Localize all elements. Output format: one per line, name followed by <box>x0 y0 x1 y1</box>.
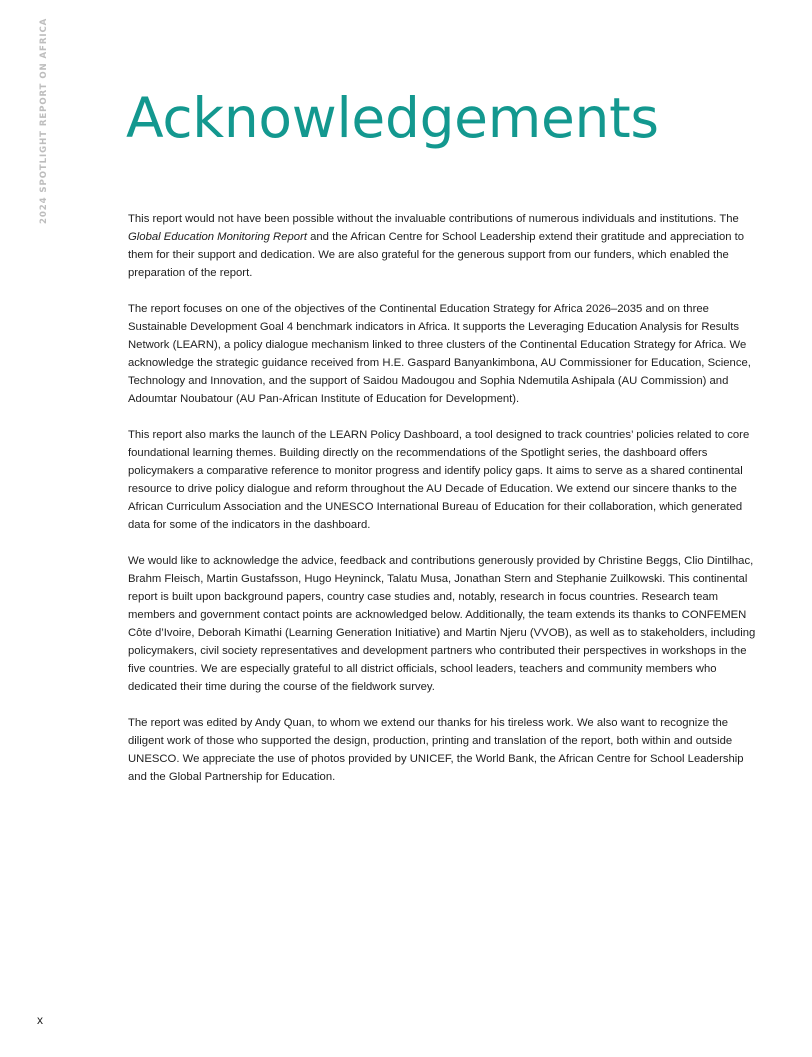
paragraph-intro-part-b: and the African Centre for School Leadership extend their gratitude and appreciation to them for their support and dedication. We are also grateful for the generous support from our funders, which enabled the preparation of the report. <box>128 231 745 279</box>
page-title: Acknowledgements <box>126 86 659 150</box>
running-header-vertical: 2024 SPOTLIGHT REPORT ON AFRICA <box>39 17 49 224</box>
report-title-italic: Global Education Monitoring Report <box>128 231 307 243</box>
paragraph-dashboard: This report also marks the launch of the LEARN Policy Dashboard, a tool designed to track countries’ policies related to core foundational learning themes. Building directly on the recommendations of the Spotlight series, the dashboard offers policymakers a comparative reference to monitor progress and identify policy gaps. It aims to serve as a shared continental resource to drive policy dialogue and reform throughout the AU Decade of Education. We extend our sincere thanks to the African Curriculum Association and the UNESCO International Bureau of Education for their collaboration, which generated data for some of the indicators in the dashboard. <box>128 429 750 531</box>
paragraph-intro <box>128 210 758 282</box>
body-text <box>128 210 758 804</box>
page-number: x <box>37 1013 43 1027</box>
paragraph-contributors: We would like to acknowledge the advice, feedback and contributions generously provided by Christine Beggs, Clio Dintilhac, Brahm Fleisch, Martin Gustafsson, Hugo Heyninck, Talatu Musa, Jonathan Stern and Stephanie Zuilkowski. This continental report is built upon background papers, country case studies and, notably, research in focus countries. Research team members and government contact points are acknowledged below. Additionally, the team extends its thanks to CONFEMEN Côte d’Ivoire, Deborah Kimathi (Learning Generation Initiative) and Martin Njeru (VVOB), as well as to stakeholders, including policymakers, civil society representatives and development partners who contributed their perspectives in workshops in the five countries. We are especially grateful to all district officials, school leaders, teachers and community members who dedicated their time during the course of the fieldwork survey. <box>128 555 756 693</box>
paragraph-editing: The report was edited by Andy Quan, to whom we extend our thanks for his tireless work. We also want to recognize the diligent work of those who supported the design, production, printing and translation of the report, both within and outside UNESCO. We appreciate the use of photos provided by UNICEF, the World Bank, the African Centre for School Leadership and the Global Partnership for Education. <box>128 717 744 783</box>
paragraph-intro-part-a: This report would not have been possible without the invaluable contributions of numerous individuals and institutions. The <box>128 213 739 225</box>
paragraph-focus: The report focuses on one of the objectives of the Continental Education Strategy for Africa 2026–2035 and on three Sustainable Development Goal 4 benchmark indicators in Africa. It supports the Leveraging Education Analysis for Results Network (LEARN), a policy dialogue mechanism linked to three clusters of the Continental Education Strategy for Africa. We acknowledge the strategic guidance received from H.E. Gaspard Banyankimbona, AU Commissioner for Education, Science, Technology and Innovation, and the support of Saidou Madougou and Sophia Ndemutila Ashipala (AU Commission) and Adoumtar Noubatour (AU Pan-African Institute of Education for Development). <box>128 303 751 405</box>
